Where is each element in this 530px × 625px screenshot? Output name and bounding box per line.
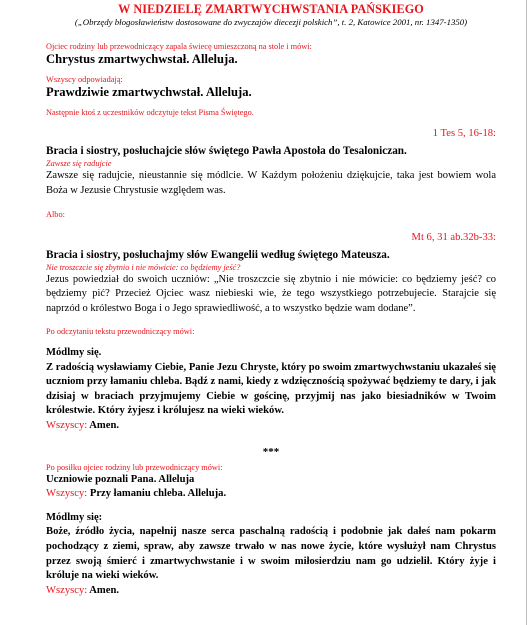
amen-text: Amen. (89, 419, 119, 431)
rubric-reading: Następnie ktoś z uczestników odczytuje tekst Pisma Świętego. (46, 108, 254, 117)
all-label: Wszyscy: (46, 419, 88, 431)
prayer2-text: Boże, źródło życia, napełnij nasze serca paschalną radością i podobnie jak dałeś nam pokarm pochodzący z ziemi, spraw, aby zawsze trwało w nas nowe życie, które wysłużył nam Chrystus przez swoją śmierć i zmartwychwstanie i w swoim miłosierdziu nam go udzielił. Który żyje i króluje na wieki wieków. (46, 526, 496, 582)
rubric-after-reading: Po odczytaniu tekstu przewodniczący mówi: (46, 326, 195, 336)
document-title: W NIEDZIELĘ ZMARTWYCHWSTANIA PAŃSKIEGO (118, 2, 424, 16)
versicle-response (46, 487, 496, 502)
prayer2-heading: Módlmy się: (46, 511, 103, 523)
rubric-or: Albo: (46, 209, 65, 219)
all-label: Wszyscy: (46, 584, 88, 596)
prayer1-heading: Módlmy się. (46, 346, 102, 358)
reading1-reference: 1 Tes 5, 16-18: (432, 128, 496, 139)
reading1-text: Zawsze się radujcie, nieustannie się módlcie. W Każdym położeniu dziękujcie, taka jest bowiem wola Boża w Jezusie Chrystusie względem was. (46, 170, 496, 196)
document-subtitle: („Obrzędy błogosławieństw dostosowane do zwyczajów diecezji polskich”, t. 2, Katowice 2001, nr. 1347-1350) (74, 17, 468, 27)
page-edge (526, 0, 527, 625)
rubric-light-candle: Ojciec rodziny lub przewodniczący zapala świecę umieszczoną na stole i mówi: (46, 42, 312, 51)
versicle-line: Uczniowie poznali Pana. Alleluja (46, 473, 195, 485)
reading2-text: Jezus powiedział do swoich uczniów: „Nie troszczcie się zbytnio i nie mówicie: co będziemy jeść? co będziemy pić? Przecież Ojciec wasz niebieski wie, że tego wszystkiego potrzebujecie. Starajcie się naprzód o królestwo Boga i o Jego sprawiedliwość, a to wszystko będzie wam dodane”. (46, 273, 496, 315)
prayer1-amen (46, 419, 496, 434)
reading2-reference: Mt 6, 31 ab.32b-33: (411, 231, 496, 243)
response-text: Przy łamaniu chleba. Alleluja. (89, 488, 227, 500)
response-line: Prawdziwie zmartwychwstał. Alleluja. (46, 85, 252, 99)
prayer1-text: Z radością wysławiamy Ciebie, Panie Jezu Chryste, który po swoim zmartwychwstaniu ukazałeś się uczniom przy łamaniu chleba. Bądź z nami, kiedy z wdzięcznością spożywać będziemy te dary, i jak dzisiaj w braciach przyjmujemy Ciebie w gościnę, przyjmij nas jako biesiadników w Twoim królestwie. Który żyjesz i królujesz na wieki wieków. (46, 361, 496, 417)
reading2-subtitle: Nie troszczcie się zbytnio i nie mówicie: co będziemy jeść? (46, 262, 241, 272)
prayer2-amen (46, 584, 496, 599)
all-label: Wszyscy: (46, 488, 88, 500)
amen-text: Amen. (89, 584, 119, 596)
reading1-subtitle: Zawsze się radujcie (46, 159, 112, 168)
greeting-line: Chrystus zmartwychwstał. Alleluja. (46, 52, 238, 66)
rubric-after-meal: Po posiłku ojciec rodziny lub przewodniczący mówi: (46, 462, 223, 472)
section-divider: *** (262, 445, 280, 458)
reading2-title: Bracia i siostry, posłuchajmy słów Ewangelii według świętego Mateusza. (46, 248, 390, 261)
rubric-response: Wszyscy odpowiadają: (46, 75, 123, 84)
reading1-title: Bracia i siostry, posłuchajcie słów świętego Pawła Apostoła do Tesaloniczan. (46, 145, 407, 157)
